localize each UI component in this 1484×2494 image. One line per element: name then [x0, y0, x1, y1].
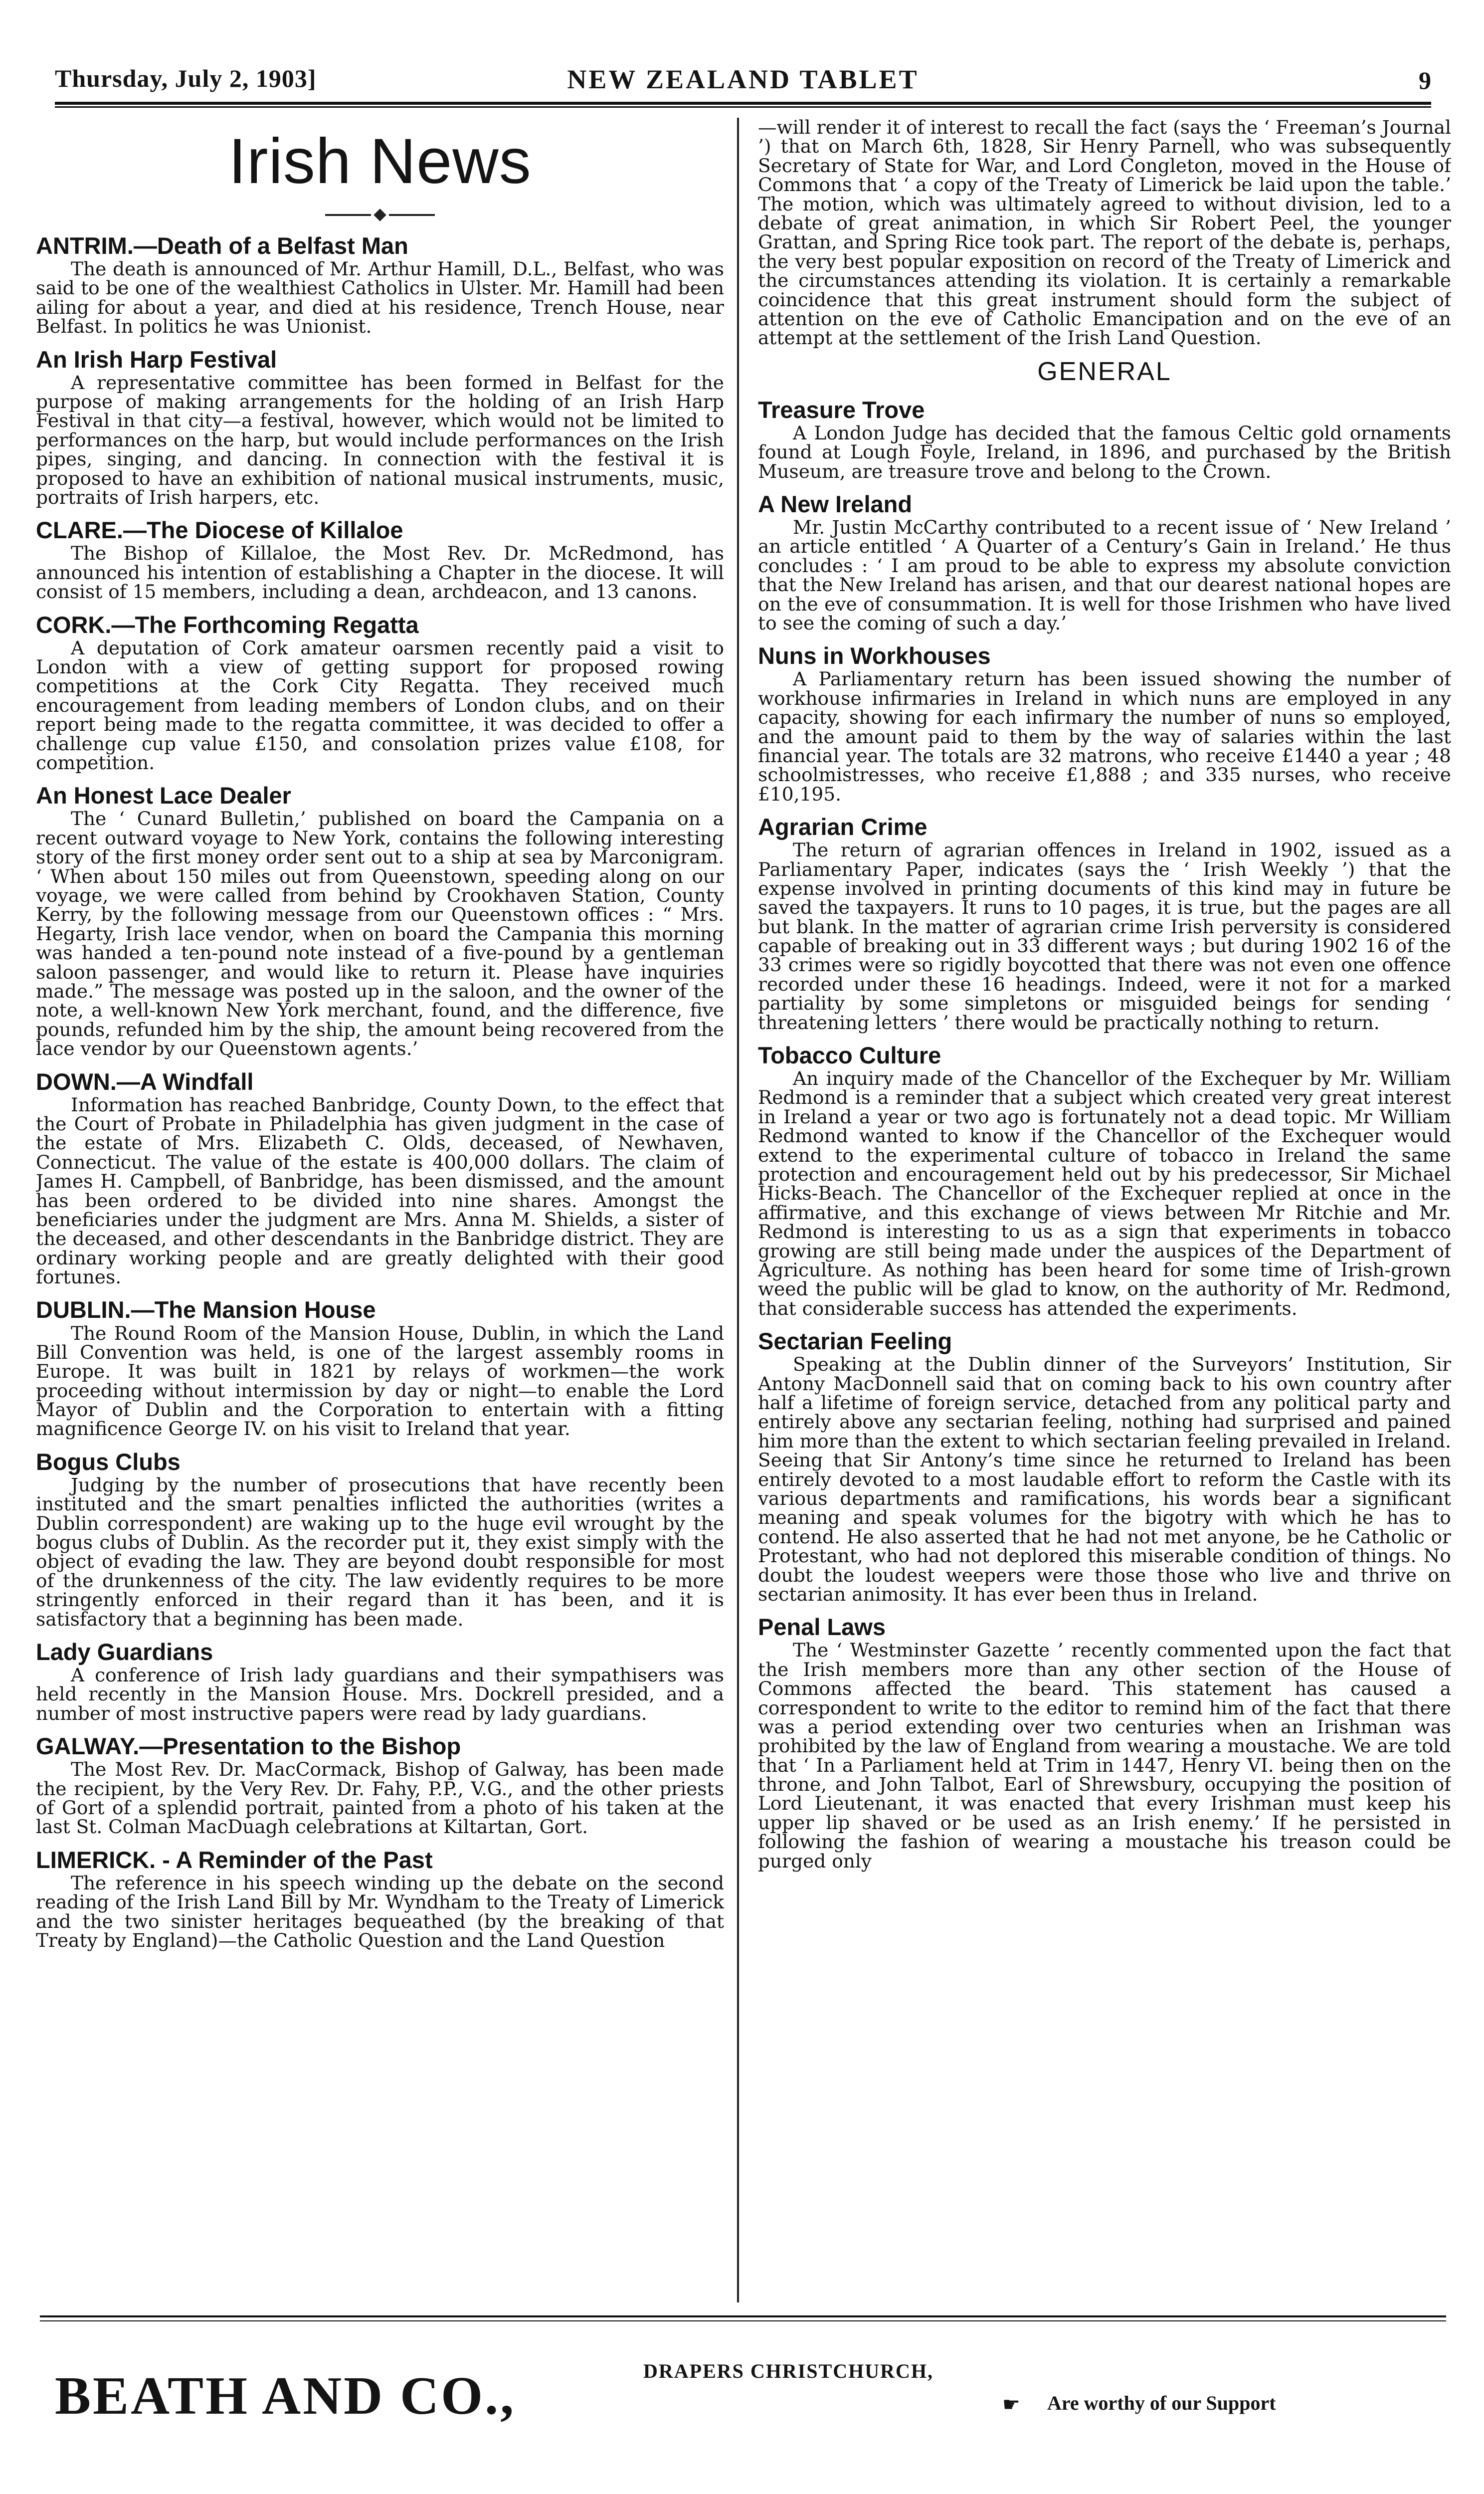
publication-name: NEW ZEALAND TABLET [567, 64, 919, 94]
article-paragraph: A representative committee has been formed in Belfast for the purpose of making arrangements for the holding of an Irish Harp Festival in that city—a festival, however, which would not be limited to performances on the harp, but would include performances on the Irish pipes, singing, and dancing. In connection with the festival it is proposed to have an exhibition of national musical instruments, music, portraits of Irish harpers, etc. [36, 371, 724, 508]
article-paragraph: The Most Rev. Dr. MacCormack, Bishop of Galway, has been made the recipient, by the Very Rev. Dr. Fahy, P.P., V.G., and the other priests of Gort of a splendid portrait, painted from a photo of his taken at the last St. Colman MacDuagh celebrations at Kiltartan, Gort. [36, 1758, 724, 1838]
article-heading-text: Tobacco Culture [758, 1042, 941, 1069]
article-heading-text: LIMERICK. [36, 1846, 156, 1873]
pointing-hand-icon: ☛ [1002, 2393, 1020, 2416]
article-heading-text: DUBLIN. [36, 1296, 131, 1323]
article-paragraph: An inquiry made of the Chancellor of the Exchequer by Mr. William Redmond is a reminder that a subject which created very great interest in Ireland a year or two ago is fortunately not a dead topic. Mr William Redmond wanted to know if the Chancellor of the Exchequer would extend to the experimental culture of tobacco in Ireland the same protection and encouragement held out by his predecessor, Sir Michael Hicks-Beach. The Chancellor of the Exchequer replied at once in the affirmative, and this exchange of views between Mr Ritchie and Mr. Redmond is interesting to us as a sign that experiments in tobacco growing are still being made under the auspices of the Department of Agriculture. As nothing has been heard for some time of Irish-grown weed the public will be glad to know, on the authority of Mr. Redmond, that considerable success has attended the experiments. [758, 1067, 1451, 1319]
article-heading [758, 1328, 1451, 1355]
article-heading [758, 814, 1451, 840]
section-title: Irish News [228, 126, 532, 197]
article-paragraph: The ‘ Westminster Gazette ’ recently commented upon the fact that the Irish members more than any other section of the House of Commons affected the beard. This statement has caused a correspondent to write to the editor to remind him of the fact that there was a period extending over two centuries when an Irishman was prohibited by the law of England from wearing a moustache. We are told that ‘ In a Parliament held at Trim in 1447, Henry VI. being then on the throne, and John Talbot, Earl of Shrewsbury, occupying the position of Lord Lieutenant, it was enacted that every Irishman must keep his upper lip shaved or be used as an Irish enemy.’ If he persisted in following the fashion of wearing a moustache his treason could be purged only [758, 1639, 1451, 1872]
article-heading-text: Agrarian Crime [758, 814, 928, 840]
article-heading-text: GALWAY. [36, 1733, 140, 1760]
article-heading [36, 612, 724, 638]
article-heading [36, 1068, 724, 1095]
title-ornament [325, 208, 435, 222]
article-paragraph: A London Judge has decided that the famous Celtic gold ornaments found at Lough Foyle, Ireland, in 1896, and purchased by the British Museum, are treasure trove and belong to the Crown. [758, 421, 1451, 482]
article-heading-text: DOWN. [36, 1068, 117, 1095]
article-heading [36, 1639, 724, 1665]
article-paragraph: Mr. Justin McCarthy contributed to a recent issue of ‘ New Ireland ’ an article entitled ‘ A Quarter of a Century’s Gain in Ireland.’ He thus concludes : ‘ I am proud to be able to express my absolute conviction that the New Ireland has arisen, and that our dearest national hopes are on the eve of consummation. It is well for those Irishmen who have lived to see the coming of such a day.’ [758, 516, 1451, 634]
article-heading [758, 491, 1451, 518]
article-heading [36, 1449, 724, 1475]
article-paragraph: The return of agrarian offences in Ireland in 1902, issued as a Parliamentary Paper, indicates (says the ‘ Irish Weekly ’) that the expense involved in printing documents of this kind may in future be saved the taxpayers. It runs to 10 pages, it is true, but the pages are all but blank. In the matter of agrarian crime Irish perversity is considered capable of breaking out in 33 different ways ; but during 1902 16 of the 33 crimes were so rigidly boycotted that there was not even one offence recorded under these 16 headings. Indeed, were it not for a marked partiality by some simpletons or misguided beings for sending ‘ threatening letters ’ there would be practically nothing to return. [758, 839, 1451, 1034]
article-subheading: - A Reminder of the Past [156, 1846, 433, 1873]
footer-rule-thin [40, 2320, 1446, 2321]
article-subheading: —The Diocese of Killaloe [123, 517, 403, 544]
article-heading [36, 517, 724, 544]
advertiser-name: BEATH AND CO., [55, 2366, 516, 2426]
general-heading: GENERAL [1037, 357, 1172, 386]
right-column [758, 118, 1451, 2302]
support-slogan: Are worthy of our Support [1047, 2392, 1276, 2414]
article-paragraph: Speaking at the Dublin dinner of the Surveyors’ Institution, Sir Antony MacDonnell said that on coming back to his own country after half a lifetime of foreign service, detached from any political party and entirely above any sectarian feeling, nothing had surprised and pained him more than the extent to which sectarian feeling prevailed in Ireland. Seeing that Sir Antony’s time since he returned to Ireland has been entirely devoted to a most laudable effort to reform the Castle with its various departments and ramifications, his words bear a significant meaning and speak volumes for the bigotry with which he has to contend. He also asserted that he had not met anyone, be he Catholic or Protestant, who had not deplored this miserable condition of things. No doubt the loudest weepers were those those who live and thrive on sectarian animosity. It has ever been thus in Ireland. [758, 1353, 1451, 1605]
article-heading [36, 232, 724, 259]
header-rule [55, 102, 1431, 108]
page-number: 9 [1419, 66, 1431, 94]
article-heading [758, 1614, 1451, 1641]
article-subheading: —A Windfall [116, 1068, 254, 1095]
continued-paragraph: —will render it of interest to recall the fact (says the ‘ Freeman’s Journal ’) that on March 6th, 1828, Sir Henry Parnell, who was subsequently Secretary of State for War, and Lord Congleton, moved in the House of Commons that ‘ a copy of the Treaty of Limerick be laid upon the table.’ The motion, which was ultimately agreed to without division, led to a debate of great animation, in which Sir Robert Peel, the younger Grattan, and Spring Rice took part. The report of the debate is, perhaps, the very best popular exposition on record of the Treaty of Limerick and the circumstances attending its violation. It is certainly a remarkable coincidence that this great instrument should form the subject of attention on the eve of Catholic Emancipation and on the eve of an attempt at the settlement of the Irish Land Question. [758, 118, 1451, 349]
article-paragraph: The reference in his speech winding up the debate on the second reading of the Irish Land Bill by Mr. Wyndham to the Treaty of Limerick and the two sinister heritages bequeathed (by the breaking of that Treaty by England)—the Catholic Question and the Land Question [36, 1871, 724, 1952]
article-subheading: —Death of a Belfast Man [133, 232, 408, 259]
article-subheading: —Presentation to the Bishop [139, 1733, 461, 1760]
article-paragraph: Judging by the number of prosecutions that have recently been instituted and the smart penalties inflicted the authorities (writes a Dublin correspondent) are waking up to the huge evil wrought by the bogus clubs of Dublin. As the recorder put it, they exist simply with the object of evading the law. They are beyond doubt responsible for most of the drunkenness of the city. The law evidently requires to be more stringently enforced in their regard than it has been, and it is satisfactory that a beginning has been made. [36, 1473, 724, 1630]
article-heading-text: Bogus Clubs [36, 1448, 181, 1475]
article-heading [758, 1042, 1451, 1069]
article-heading-text: CLARE. [36, 517, 123, 544]
article-heading-text: Nuns in Workhouses [758, 642, 991, 669]
article-subheading: —The Forthcoming Regatta [111, 611, 419, 638]
article-heading-text: Sectarian Feeling [758, 1328, 952, 1355]
left-articles [36, 232, 724, 1950]
right-articles [758, 397, 1451, 1870]
footer-rule [40, 2315, 1446, 2317]
advertisement-footer [40, 2315, 1446, 2480]
article-heading [36, 346, 724, 373]
article-paragraph: The ‘ Cunard Bulletin,’ published on board the Campania on a recent outward voyage to New York, contains the following interesting story of the first money order sent out to a ship at sea by Marconigram. ‘ When about 150 miles out from Queenstown, speeding along on our voyage, we were called from behind by Crookhaven Station, County Kerry, by the following message from our Queenstown offices : “ Mrs. Hegarty, Irish lace vendor, when on board the Campania this morning was handed a ten-pound note instead of a five-pound by a gentleman saloon passenger, and would like to return it. Please have inquiries made.” The message was posted up in the saloon, and the owner of the note, a well-known New York merchant, found, and the difference, five pounds, refunded him by the ship, the amount being recovered from the lace vendor by our Queenstown agents.’ [36, 808, 724, 1060]
article-paragraph: The death is announced of Mr. Arthur Hamill, D.L., Belfast, who was said to be one of the wealthiest Catholics in Ulster. Mr. Hamill had been ailing for about a year, and died at his residence, Trench House, near Belfast. In politics he was Unionist. [36, 258, 724, 338]
article-heading-text: CORK. [36, 611, 112, 638]
column-divider [737, 118, 739, 2302]
advertiser-location: DRAPERS CHRISTCHURCH, [643, 2360, 934, 2382]
article-paragraph: A conference of Irish lady guardians and their sympathisers was held recently in the Mansion House. Mrs. Dockrell presided, and a number of most instructive papers were read by lady guardians. [36, 1664, 724, 1724]
left-column [36, 118, 724, 2302]
article-heading [36, 1296, 724, 1323]
article-paragraph: The Bishop of Killaloe, the Most Rev. Dr. McRedmond, has announced his intention of establishing a Chapter in the diocese. It will consist of 15 members, including a dean, archdeacon, and 13 canons. [36, 542, 724, 603]
article-heading-text: ANTRIM. [36, 232, 134, 259]
article-heading [758, 397, 1451, 423]
article-paragraph: A deputation of Cork amateur oarsmen recently paid a visit to London with a view of getting support for proposed rowing competitions at the Cork City Regatta. They received much encouragement from leading members of London clubs, and on their report being made to the regatta committee, it was decided to offer a challenge cup value £150, and consolation prizes value £108, for competition. [36, 636, 724, 774]
page-header [55, 59, 1431, 111]
article-heading-text: A New Ireland [758, 490, 913, 517]
article-heading-text: Penal Laws [758, 1614, 886, 1641]
article-heading-text: An Irish Harp Festival [36, 346, 277, 373]
article-heading [36, 782, 724, 809]
article-heading-text: Lady Guardians [36, 1639, 213, 1665]
article-heading-text: Treasure Trove [758, 396, 925, 423]
article-heading [36, 1847, 724, 1873]
article-paragraph: A Parliamentary return has been issued showing the number of workhouse infirmaries in Ireland in which nuns are employed in any capacity, showing for each infirmary the number of nuns so employed, and the amount paid to them by the way of salaries within the last financial year. The totals are 32 matrons, who receive £1440 a year ; 48 schoolmistresses, who receive £1,888 ; and 335 nurses, who receive £10,195. [758, 668, 1451, 805]
article-paragraph: The Round Room of the Mansion House, Dublin, in which the Land Bill Convention was held, is one of the largest assembly rooms in Europe. It was built in 1821 by relays of workmen—the work proceeding without intermission by day or night—to enable the Lord Mayor of Dublin and the Corporation to entertain with a fitting magnificence George IV. on his visit to Ireland that year. [36, 1322, 724, 1440]
article-paragraph: Information has reached Banbridge, County Down, to the effect that the Court of Probate in Philadelphia has given judgment in the case of the estate of Mrs. Elizabeth C. Olds, deceased, of Newhaven, Connecticut. The value of the estate is 400,000 dollars. The claim of James H. Campbell, of Banbridge, has been dismissed, and the amount has been ordered to be divided into nine shares. Amongst the beneficiaries under the judgment are Mrs. Anna M. Shields, a sister of the deceased, and other descendants in the Banbridge district. They are ordinary working people and are greatly delighted with their good fortunes. [36, 1093, 724, 1288]
article-subheading: —The Mansion House [131, 1296, 376, 1323]
issue-date: Thursday, July 2, 1903] [55, 64, 317, 92]
article-heading-text: An Honest Lace Dealer [36, 782, 291, 809]
article-heading [758, 642, 1451, 669]
article-heading [36, 1733, 724, 1760]
